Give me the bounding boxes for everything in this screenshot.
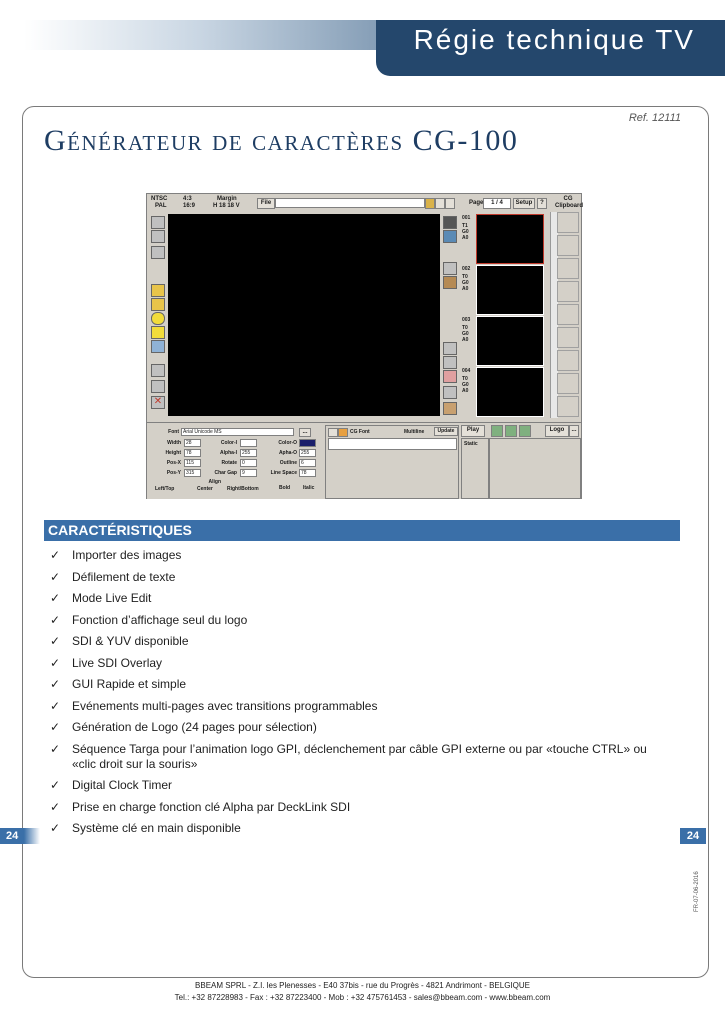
page-number-left: 24	[0, 828, 40, 844]
grid-tool-icon[interactable]	[151, 230, 165, 243]
thumb-4-line: A0	[462, 388, 469, 394]
align-lefttop-radio[interactable]: Left/Top	[155, 486, 175, 492]
color-i-swatch[interactable]	[240, 439, 257, 447]
thumb-1-line: A0	[462, 235, 469, 241]
check-icon: ✓	[50, 720, 61, 734]
feature-text: Live SDI Overlay	[72, 655, 163, 670]
align-rightbottom-radio[interactable]: Right/Bottom	[227, 486, 259, 492]
list-item	[50, 613, 670, 628]
text-tool-icon[interactable]	[151, 284, 165, 297]
color-o-label: Color-O	[278, 440, 297, 446]
clipboard-slot[interactable]	[557, 281, 579, 302]
footer-contact: Tel.: +32 87228983 - Fax : +32 87223400 - Mob : +32 475761453 - sales@bbeam.com - www.bbeam.com	[174, 993, 551, 1002]
italic-checkbox[interactable]: Italic	[303, 485, 315, 491]
pal-option[interactable]: PAL	[155, 203, 167, 209]
line-space-label: Line Space	[270, 470, 297, 476]
width-field[interactable]: 28	[184, 439, 201, 447]
text-entry-panel	[325, 425, 459, 499]
help-button[interactable]: ?	[537, 198, 547, 209]
feature-text: Mode Live Edit	[72, 591, 152, 605]
align-label: Align	[208, 479, 221, 485]
thumb-3-line: G0	[462, 331, 469, 337]
check-icon: ✓	[50, 548, 61, 562]
list-item	[50, 742, 670, 772]
check-icon: ✓	[50, 741, 61, 756]
rectangle-tool-icon[interactable]	[151, 326, 165, 339]
header-title: Régie technique TV	[413, 24, 695, 55]
rotate-label: Rotate	[221, 460, 237, 466]
page-thumbnail[interactable]	[476, 367, 544, 417]
section-header	[44, 520, 680, 541]
transition-1-icon[interactable]	[491, 425, 503, 437]
page-label: Page	[469, 200, 484, 206]
list-item	[50, 677, 670, 692]
char-gap-field[interactable]: 9	[240, 469, 257, 477]
alpha-o-label: Apha-O	[278, 450, 297, 456]
list-item	[50, 548, 670, 563]
alpha-i-label: Alpha-I	[220, 450, 237, 456]
check-icon: ✓	[50, 634, 61, 648]
list-item	[50, 570, 670, 585]
feature-text: Génération de Logo (24 pages pour sélection)	[72, 720, 317, 734]
page-title: Générateur de caractères CG-100	[44, 124, 519, 157]
alpha-o-field[interactable]: 255	[299, 449, 316, 457]
thumb-4-num: 004	[462, 368, 471, 374]
char-gap-label: Char Gap	[214, 470, 237, 476]
page-thumbnail[interactable]	[476, 265, 544, 315]
check-icon: ✓	[50, 655, 61, 670]
copy-icon[interactable]	[445, 198, 455, 209]
check-icon: ✓	[50, 677, 61, 691]
file-button[interactable]: File	[257, 198, 275, 209]
line-tool-icon[interactable]	[151, 298, 165, 311]
import-icon[interactable]	[328, 428, 338, 437]
thumb-3-num: 003	[462, 317, 471, 323]
bg-icon[interactable]	[443, 402, 457, 415]
thumb-1-num: 001	[462, 215, 471, 221]
delete-icon[interactable]: ✕	[151, 396, 165, 409]
thumb-4-line: G0	[462, 382, 469, 388]
feature-text: Séquence Targa pour l’animation logo GPI, déclenchement par câble GPI externe ou par «touche CTRL» ou «clic droit sur la souris»	[72, 741, 647, 771]
check-icon: ✓	[50, 569, 61, 584]
font-field[interactable]: Arial Unicode MS	[181, 428, 294, 436]
clipboard-slot[interactable]	[557, 235, 579, 256]
document-code: FR-07-06-2016	[694, 871, 700, 912]
bold-checkbox[interactable]: Bold	[279, 485, 291, 491]
thumb-3-line: A0	[462, 337, 469, 343]
list-item	[50, 656, 670, 671]
on-air-icon[interactable]	[443, 216, 457, 229]
posy-field[interactable]: 315	[184, 469, 201, 477]
clock-icon[interactable]	[443, 370, 457, 383]
page-number-right: 24	[680, 828, 706, 844]
roll-icon[interactable]	[443, 356, 457, 369]
feature-text: Evénements multi-pages avec transitions programmables	[72, 698, 378, 713]
color-i-label: Color-I	[220, 440, 237, 446]
section-title: CARACTÉRISTIQUES	[48, 522, 192, 538]
feature-text: Fonction d’affichage seul du logo	[72, 612, 248, 627]
transition-2-icon[interactable]	[505, 425, 517, 437]
ratio-43-option[interactable]: 4:3	[183, 196, 192, 202]
check-icon: ✓	[50, 778, 61, 792]
rotate-field[interactable]: 0	[240, 459, 257, 467]
thumb-2-num: 002	[462, 266, 471, 272]
crawl-icon[interactable]	[443, 342, 457, 355]
align-center-radio[interactable]: Center	[197, 486, 213, 492]
clipboard-slot[interactable]	[557, 350, 579, 371]
static-panel[interactable]	[461, 438, 489, 499]
multiline-checkbox[interactable]: Multiline	[404, 429, 425, 435]
posx-label: Pos-X	[166, 460, 181, 466]
thumb-4-line: T0	[462, 376, 468, 382]
open-folder-icon[interactable]	[425, 198, 435, 209]
footer-address: BBEAM SPRL - Z.I. les Plenesses - E40 37bis - rue du Progrès - 4821 Andrimont - BELGIQUE	[195, 981, 530, 990]
height-field[interactable]: 78	[184, 449, 201, 457]
app-toolbar	[147, 194, 581, 212]
properties-panel	[147, 422, 581, 499]
move-up-icon[interactable]	[443, 262, 457, 275]
cg-font-checkbox[interactable]: CG Font	[350, 429, 370, 435]
posy-label: Pos-Y	[166, 470, 181, 476]
text-entry-field[interactable]	[328, 438, 457, 450]
page-thumbnails	[460, 212, 558, 420]
line-space-field[interactable]: 78	[299, 469, 316, 477]
clipboard-slot[interactable]	[557, 327, 579, 348]
setup-button[interactable]: Setup	[513, 198, 535, 209]
clipboard-slot[interactable]	[557, 212, 579, 233]
check-icon: ✓	[50, 591, 61, 605]
clipboard-column	[557, 212, 579, 420]
list-item	[50, 778, 670, 793]
layer-tool-icon[interactable]	[151, 364, 165, 377]
feature-text: Importer des images	[72, 548, 182, 562]
ratio-169-option[interactable]: 16:9	[183, 203, 196, 209]
file-path-input[interactable]	[275, 198, 425, 208]
static-label: Static	[464, 441, 478, 447]
list-item	[50, 634, 670, 649]
list-item	[50, 821, 670, 836]
preview-canvas[interactable]	[168, 214, 440, 416]
feature-list	[50, 548, 670, 843]
clipboard-slot[interactable]	[557, 304, 579, 325]
page-thumbnail[interactable]	[476, 214, 544, 264]
height-label: Height	[165, 450, 181, 456]
check-icon: ✓	[50, 821, 61, 835]
alpha-i-field[interactable]: 255	[240, 449, 257, 457]
feature-text: Digital Clock Timer	[72, 778, 173, 792]
image-tool-icon[interactable]	[151, 246, 165, 259]
move-down-icon[interactable]	[443, 276, 457, 289]
transition-3-icon[interactable]	[519, 425, 531, 437]
control-strip	[441, 214, 459, 416]
play-button[interactable]: Play	[461, 425, 485, 437]
check-icon: ✓	[50, 799, 61, 814]
feature-text: Défilement de texte	[72, 569, 176, 584]
check-icon: ✓	[50, 612, 61, 627]
textbox-tool-icon[interactable]	[151, 340, 165, 353]
thumb-3-line: T0	[462, 325, 468, 331]
list-item	[50, 699, 670, 714]
feature-text: Prise en charge fonction clé Alpha par DeckLink SDI	[72, 799, 351, 814]
check-icon: ✓	[50, 698, 61, 713]
live-icon[interactable]	[443, 230, 457, 243]
thumb-2-line: A0	[462, 286, 469, 292]
tool-strip	[149, 214, 167, 414]
page-thumbnail[interactable]	[476, 316, 544, 366]
eraser-tool-icon[interactable]	[151, 380, 165, 393]
logo-edit-icon[interactable]	[443, 386, 457, 399]
software-screenshot	[146, 193, 582, 499]
clipboard-slot[interactable]	[557, 258, 579, 279]
feature-text: GUI Rapide et simple	[72, 677, 187, 691]
save-icon[interactable]	[435, 198, 445, 209]
font-label: Font	[168, 429, 179, 435]
list-item	[50, 591, 670, 606]
margin-values: H 18 18 V	[213, 203, 240, 209]
reference-number: Ref. 12111	[628, 112, 681, 124]
color-o-swatch[interactable]	[299, 439, 316, 447]
outline-label: Outline	[279, 460, 297, 466]
update-button[interactable]: Update	[434, 427, 458, 436]
outline-field[interactable]: 6	[299, 459, 316, 467]
thumb-2-line: T0	[462, 274, 468, 280]
clipboard-slot[interactable]	[557, 373, 579, 394]
font-browse-button[interactable]: ...	[299, 428, 311, 437]
ellipse-tool-icon[interactable]	[151, 312, 165, 325]
thumb-1-line: G0	[462, 229, 469, 235]
width-label: Width	[167, 440, 181, 446]
select-tool-icon[interactable]	[151, 216, 165, 229]
clipboard-label: CG Clipboard	[555, 196, 583, 209]
posx-field[interactable]: 115	[184, 459, 201, 467]
feature-text: SDI & YUV disponible	[72, 634, 189, 648]
ntsc-option[interactable]: NTSC	[151, 196, 168, 202]
page-indicator: 1 / 4	[483, 198, 511, 209]
logo-panel[interactable]	[489, 438, 581, 499]
list-item	[50, 720, 670, 735]
feature-text: Système clé en main disponible	[72, 821, 241, 835]
list-item	[50, 800, 670, 815]
clipboard-slot[interactable]	[557, 396, 579, 417]
thumb-1-line: T1	[462, 223, 468, 229]
margin-option[interactable]: Margin	[217, 196, 237, 202]
symbol-icon[interactable]	[338, 428, 348, 437]
logo-more-button[interactable]: ...	[569, 425, 579, 437]
logo-button[interactable]: Logo	[545, 425, 569, 437]
thumb-2-line: G0	[462, 280, 469, 286]
